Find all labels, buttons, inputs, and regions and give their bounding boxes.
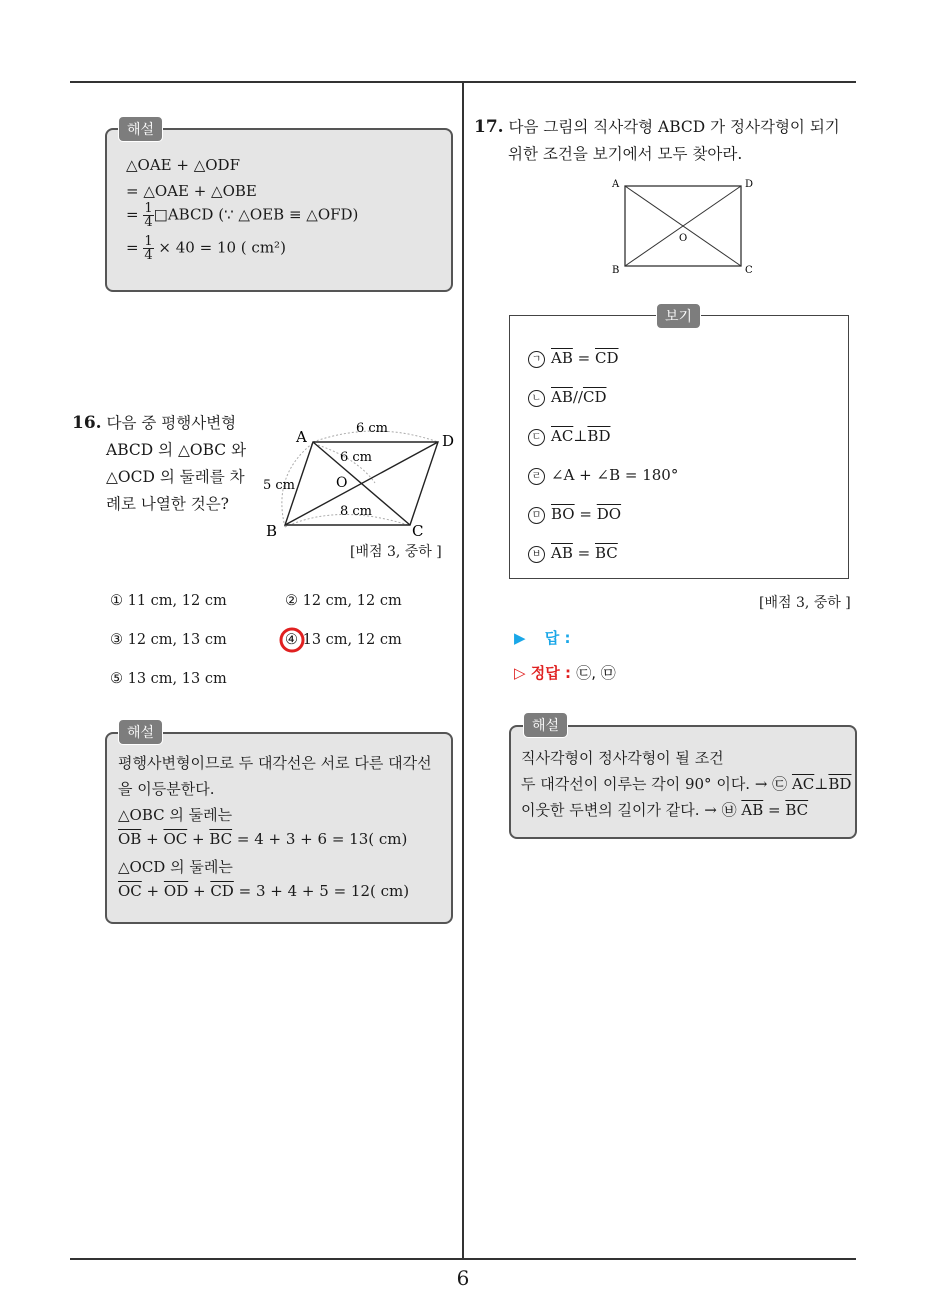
explanation-tag: 해설 [523,712,568,738]
label-bottom-length: 8 cm [340,504,373,519]
q16-option-2[interactable]: ② 12 cm, 12 cm [285,593,402,609]
bogi-item-4: ㄹ ∠A + ∠B = 180° [528,466,678,485]
bogi-item-2: ㄴ $\overline{AB}//\overline{CD}$ [528,388,606,407]
expl2-line1: 평행사변형이므로 두 대각선은 서로 다른 대각선 [118,754,432,772]
bogi-item-5: ㅁ $\overline{BO} = \overline{DO}$ [528,505,621,524]
explanation-tag: 해설 [118,719,163,745]
bottom-rule [70,1258,856,1260]
label-c: C [412,522,424,540]
label-b: B [266,522,278,540]
page-number: 6 [456,1266,470,1290]
label-a: A [296,428,307,446]
label-a: A [612,179,620,190]
expl2-line3: △OBC 의 둘레는 [118,806,233,824]
q17-text: 17. 다음 그림의 직사각형 ABCD 가 정사각형이 되기 위한 조건을 보기에서 모두 찾아라. [474,117,840,163]
label-left-length: 5 cm [263,478,296,493]
expl3-line3: 이웃한 두변의 길이가 같다. → ㉥ $\overline{AB} = \overline{BC}$ [521,801,809,819]
label-top-length: 6 cm [356,421,389,436]
rectangle-figure [606,175,758,277]
label-b: B [612,265,620,276]
expl3-line1: 직사각형이 정사각형이 될 조건 [521,749,724,767]
column-divider [462,83,464,1259]
q16-option-3[interactable]: ③ 12 cm, 13 cm [110,632,227,648]
bogi-tag: 보기 [656,303,701,329]
bogi-item-6: ㅂ $\overline{AB} = \overline{BC}$ [528,544,618,563]
bogi-item-1: ㄱ $\overline{AB} = \overline{CD}$ [528,349,619,368]
expl2-line4: $\overline{OB} + \overline{OC} + \overline{BC} = 4 + 3 + 6 = 13$( cm) [118,830,408,848]
expl1-line4: = $\frac{1}{4}$ × 40 = 10 ( cm²) [126,234,286,263]
bogi-item-3: ㄷ $\overline{AC}\perp\overline{BD}$ [528,427,610,446]
q17-score: [배점 3, 중하 ] [759,595,851,611]
q16-option-5[interactable]: ⑤ 13 cm, 13 cm [110,671,227,687]
expl2-line2: 을 이등분한다. [118,780,215,798]
q16-option-4[interactable]: ④ 13 cm, 12 cm [285,632,402,648]
outline-arrow-icon: ▷ [514,664,526,682]
label-o: O [336,475,348,491]
expl1-line1: △OAE + △ODF [126,156,240,174]
play-arrow-icon: ▶ [514,629,526,647]
q16-text: 16. 다음 중 평행사변형 ABCD 의 △OBC 와 △OCD 의 둘레를 차 례로 나열한 것은? [72,413,247,513]
label-inner-length: 6 cm [340,450,373,465]
label-c: C [745,265,753,276]
correct-answer-row: ▷ 정답 : ㉢, ㉤ [514,664,616,682]
q17-number: 17. [474,117,504,137]
answer-circle-mark [277,625,307,655]
expl1-line3: = $\frac{1}{4}$ □ABCD (∵ △OEB ≡ △OFD) [126,201,359,230]
parallelogram-figure [258,415,458,545]
label-o: O [679,233,688,244]
q16-score: [배점 3, 중하 ] [350,544,442,560]
q16-option-1[interactable]: ① 11 cm, 12 cm [110,593,227,609]
label-d: D [745,179,754,190]
label-d: D [442,432,455,450]
expl3-line2: 두 대각선이 이루는 각이 90° 이다. → ㉢ $\overline{AC}\perp\overline{BD}$ [521,775,852,793]
expl2-line5: △OCD 의 둘레는 [118,858,233,876]
q16-number: 16. [72,413,102,433]
expl2-line6: $\overline{OC} + \overline{OD} + \overline{CD} = 3 + 4 + 5 = 12$( cm) [118,882,410,900]
answer-row: ▶ 답 : [514,629,571,647]
expl1-line2: = △OAE + △OBE [126,182,257,200]
explanation-tag: 해설 [118,116,163,142]
